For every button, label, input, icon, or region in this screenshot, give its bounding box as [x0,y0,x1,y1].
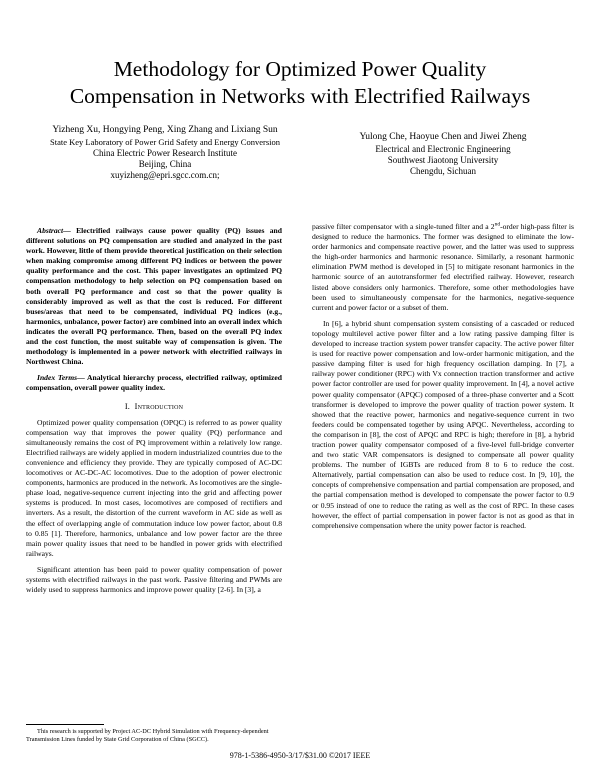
ordinal-superscript: nd [494,221,501,228]
copyright-footer: 978-1-5386-4950-3/17/$31.00 ©2017 IEEE [229,751,371,760]
intro-paragraph-1: Optimized power quality compensation (OPQC) is referred to as power quality compensation way that improves the power quality (PQ) performance and simultaneously remains the cost of PQ improvement within a relatively low range. Electrified railways are widely applied in modern industrialized countries due to the convenience and efficiency they provide. They are typically composed of AC-DC locomotives or AC-DC-AC locomotives. Due to the adoption of power electronic components, harmonics are produced in the network. As locomotives are the single-phase load, negative-sequence current injecting into the grid and affecting power systems is produced. In most cases, locomotives are composed of rectifiers and inverters. As a result, the distortion of the current waveform in AC side as well as the effect of overlapping angle of commutation induce low power factor, about 0.8 to 0.85 [1]. Therefore, harmonics, unbalance and low power factor are the three main power quality issues that need to be handled in power grids with electrified railways. [26,417,282,558]
right-paragraph-1 [312,222,574,313]
title-line-2: Compensation in Networks with Electrified Railways [69,84,531,108]
paper-title [30,56,570,110]
affiliation-university: Southwest Jiaotong University [387,155,499,165]
affiliation-city-left: Beijing, China [138,159,192,169]
affiliation-city-right: Chengdu, Sichuan [410,166,476,176]
section-heading [26,402,282,412]
author-names-right: Yulong Che, Haoyue Chen and Jiwei Zheng [359,132,527,142]
affiliation-lab: State Key Laboratory of Power Grid Safety and Energy Conversion [50,137,280,147]
abstract-label: Abstract [37,226,64,235]
author-block-left [20,124,310,181]
author-email: xuyizheng@epri.sgcc.com.cn; [110,170,220,180]
index-terms-label: Index Terms [37,373,78,383]
index-terms [26,373,282,393]
right-p1-start: passive filter compensator with a single-tuned filter and a 2 [312,222,495,231]
section-title: Introduction [134,401,184,411]
footnote-rule [26,724,104,725]
affiliation-dept: Electrical and Electronic Engineering [375,144,511,154]
right-paragraph-2: In [6], a hybrid shunt compensation system consisting of a cascaded or reduced topology multilevel active power filter and a low rating passive damping filter is developed to increase traction system power transfer capacity. The active power filter is used for reactive power compensation and low-order harmonic mitigation, and the passive damping filter is used for high frequency oscillation damping. In [7], a railway power conditioner (RPC) with Vx connection traction transformer and active power factor controller are used for power quality improvement. In [4], a novel active power quality compensator (APQC) composed of a three-phase converter and a Scott transformer is developed to improve the power quality of traction power system. It showed that the reactive power, harmonics and negative-sequence current in two feeders could be compensated together by using APQC. Nevertheless, according to the comparison in [8], the cost of APQC and RPC is high; therefore in [8], a hybrid traction power quality compensator composed of a five-level full-bridge converter and two static VAR compensators is designed to compensate all power quality problems. The number of IGBTs are reduced from 8 to 6 to reduce the cost. Alternatively, partial compensation can also be used to reduce cost. In [9, 10], the concepts of comprehensive compensation and partial compensation are proposed, and the partial compensation method is developed to compensate the power factor to 0.9 or 0.95 instead of one to reduce the rating as well as the cost of RPC. In these cases however, the effect of partial compensation in power factor is not as good as that in comprehensive compensation where the unity power factor is reached. [312,318,574,530]
index-terms-text: — Analytical hierarchy process, electrified railway, optimized compensation, overall power quality index. [26,373,283,393]
right-p1-rest: -order high-pass filter is designed to reduce the harmonics. The former was designed to eliminate the low-order harmonics and compensate reactive power, and the latter was used to suppress the high-order harmonics and harmonic resonance. Similarly, a resonant harmonic elimination PWM method is developed in [5] to mitigate resonant harmonics in the harmonic source of an autotransformer fed electrified railway. However, research listed above considers only harmonics. Therefore, some other methodologies have been used to simultaneously compensate for the harmonics, negative-sequence current and power factor or a subset of them. [312,222,574,312]
title-line-1: Methodology for Optimized Power Quality [113,57,487,81]
abstract [26,226,282,367]
author-names-left: Yizheng Xu, Hongying Peng, Xing Zhang and Lixiang Sun [52,125,278,135]
abstract-text: — Electrified railways cause power quality (PQ) issues and different solutions on PQ compensation are studied and analyzed in the past work. However, little of them provide theoretical justification on their selection when making compromise among different PQ indices or between the power quality performance and the cost. This paper investigates an optimized PQ compensation methodology to help selection on PQ compensation based on both overall PQ performance and cost so that the power quality is considerably improved as well as that the cost is reduced. For different buses/areas that need to be compensated, individual PQ indices (e.g., harmonics, unbalance, power factor) are combined into an overall index which indicates the overall PQ performance. Then, based on the overall PQ index and the cost function, the most suitable way of compensation is given. The methodology is implemented in a power network with electrified railways in Northwest China. [26,226,282,367]
section-number: I. [124,401,131,411]
intro-paragraph-2: Significant attention has been paid to power quality compensation of power systems with electrified railways in the past work. Passive filtering and PWMs are widely used to suppress harmonics and improve power quality [2-6]. In [3], a [26,564,282,595]
left-column [26,226,282,601]
affiliation-institute: China Electric Power Research Institute [93,148,237,158]
author-block-right [318,131,568,177]
right-column [312,222,574,537]
footnote: This research is supported by Project AC-DC Hybrid Simulation with Frequency-dependent Transmission Lines funded by State Grid Corporation of China (SGCC). [26,728,269,744]
